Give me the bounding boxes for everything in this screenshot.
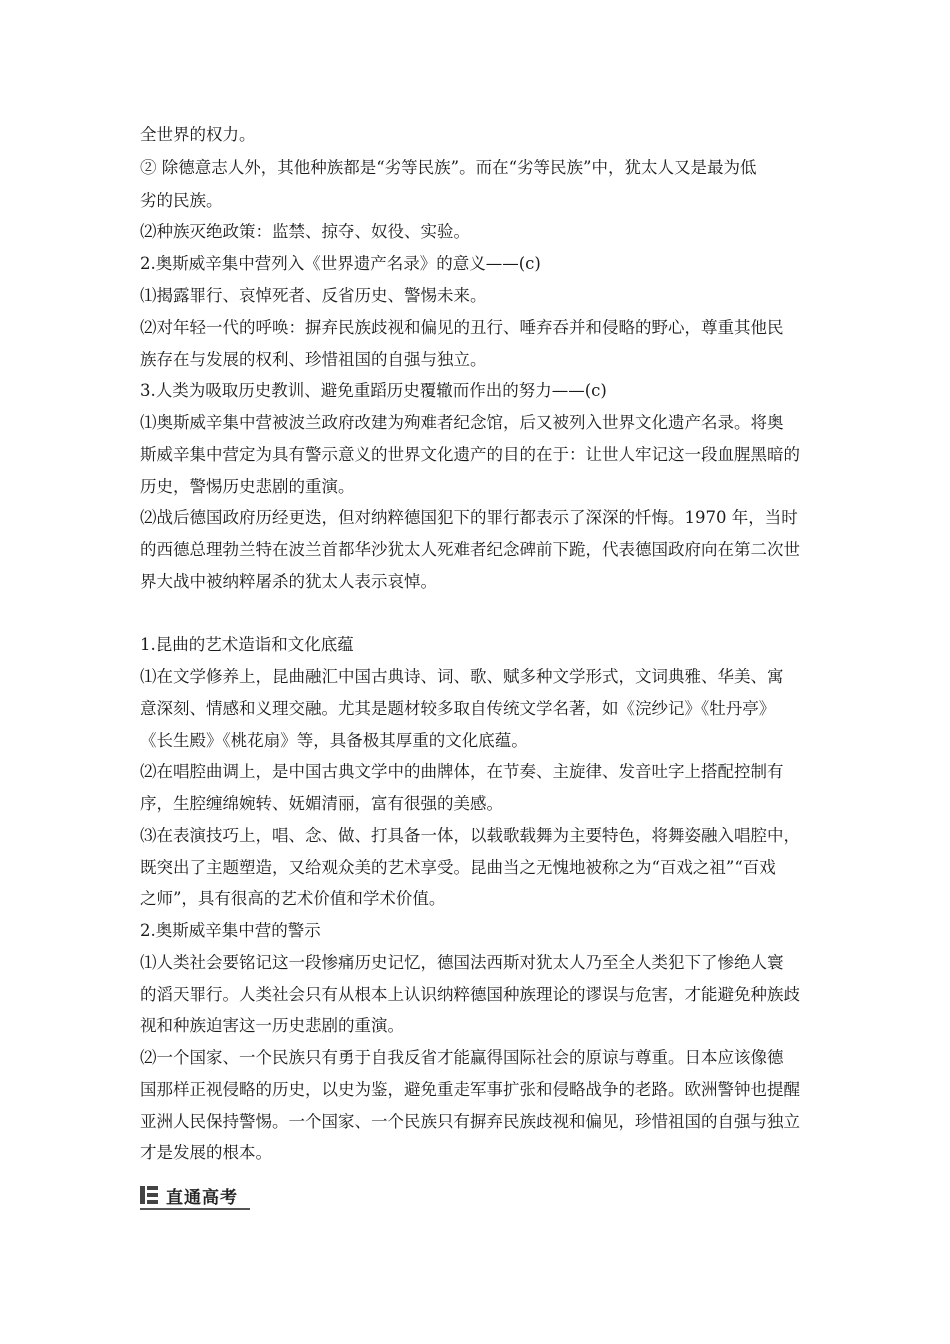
text-line: ⑵一个国家、一个民族只有勇于自我反省才能赢得国际社会的原谅与尊重。日本应该像德 [140, 1048, 784, 1067]
section-heading: 3.人类为吸取历史教训、避免重蹈历史覆辙而作出的努力——(c) [140, 381, 607, 400]
text-line: 的西德总理勃兰特在波兰首都华沙犹太人死难者纪念碑前下跪，代表德国政府向在第二次世 [140, 540, 800, 559]
footer-heading-bar [140, 1182, 250, 1210]
text-line: 斯威辛集中营定为具有警示意义的世界文化遗产的目的在于：让世人牢记这一段血腥黑暗的 [140, 445, 800, 464]
text-line: ⑴揭露罪行、哀悼死者、反省历史、警惕未来。 [140, 286, 487, 305]
text-line: ⑵战后德国政府历经更迭，但对纳粹德国犯下的罪行都表示了深深的忏悔。1970 年，当时 [140, 508, 798, 527]
text-line: 才是发展的根本。 [140, 1143, 272, 1162]
text-line: ⑵在唱腔曲调上，是中国古典文学中的曲牌体，在节奏、主旋律、发音吐字上搭配控制有 [140, 762, 784, 781]
text-line: 亚洲人民保持警惕。一个国家、一个民族只有摒弃民族歧视和偏见，珍惜祖国的自强与独立 [140, 1112, 800, 1131]
text-line: 意深刻、情感和义理交融。尤其是题材较多取自传统文学名著，如《浣纱记》《牡丹亭》 [140, 699, 776, 718]
text-line: ② 除德意志人外，其他种族都是“劣等民族”。而在“劣等民族”中，犹太人又是最为低 [140, 158, 757, 177]
text-line: ⑴在文学修养上，昆曲融汇中国古典诗、词、歌、赋多种文学形式，文词典雅、华美、寓 [140, 667, 784, 686]
text-line: 之师”，具有很高的艺术价值和学术价值。 [140, 889, 446, 908]
text-line: 劣的民族。 [140, 191, 223, 210]
footer-heading: 直通高考 [166, 1188, 238, 1208]
section-heading: 2.奥斯威辛集中营的警示 [140, 921, 321, 940]
text-line: 国那样正视侵略的历史，以史为鉴，避免重走军事扩张和侵略战争的老路。欧洲警钟也提醒 [140, 1080, 800, 1099]
text-line: ⑵种族灭绝政策：监禁、掠夺、奴役、实验。 [140, 222, 470, 241]
section-marker-icon [140, 1186, 158, 1204]
text-line: 界大战中被纳粹屠杀的犹太人表示哀悼。 [140, 572, 437, 591]
text-line: 族存在与发展的权利、珍惜祖国的自强与独立。 [140, 350, 487, 369]
text-line: 《长生殿》《桃花扇》等，具备极其厚重的文化底蕴。 [140, 731, 528, 750]
text-line: ⑴奥斯威辛集中营被波兰政府改建为殉难者纪念馆，后又被列入世界文化遗产名录。将奥 [140, 413, 784, 432]
text-line: 既突出了主题塑造，又给观众美的艺术享受。昆曲当之无愧地被称之为“百戏之祖”“百戏 [140, 858, 776, 877]
text-line: ⑵对年轻一代的呼唤：摒弃民族歧视和偏见的丑行、唾弃吞并和侵略的野心，尊重其他民 [140, 318, 784, 337]
text-line: 历史，警惕历史悲剧的重演。 [140, 477, 355, 496]
text-line: 序，生腔缠绵婉转、妩媚清丽，富有很强的美感。 [140, 794, 503, 813]
text-line: ⑴人类社会要铭记这一段惨痛历史记忆，德国法西斯对犹太人乃至全人类犯下了惨绝人寰 [140, 953, 784, 972]
text-line: 的滔天罪行。人类社会只有从根本上认识纳粹德国种族理论的谬误与危害，才能避免种族歧 [140, 985, 800, 1004]
section-heading: 1.昆曲的艺术造诣和文化底蕴 [140, 635, 354, 654]
text-line: ⑶在表演技巧上，唱、念、做、打具备一体，以载歌载舞为主要特色，将舞姿融入唱腔中， [140, 826, 800, 845]
text-line: 视和种族迫害这一历史悲剧的重演。 [140, 1016, 404, 1035]
text-line: 全世界的权力。 [140, 125, 256, 144]
section-heading: 2.奥斯威辛集中营列入《世界遗产名录》的意义——(c) [140, 254, 541, 273]
